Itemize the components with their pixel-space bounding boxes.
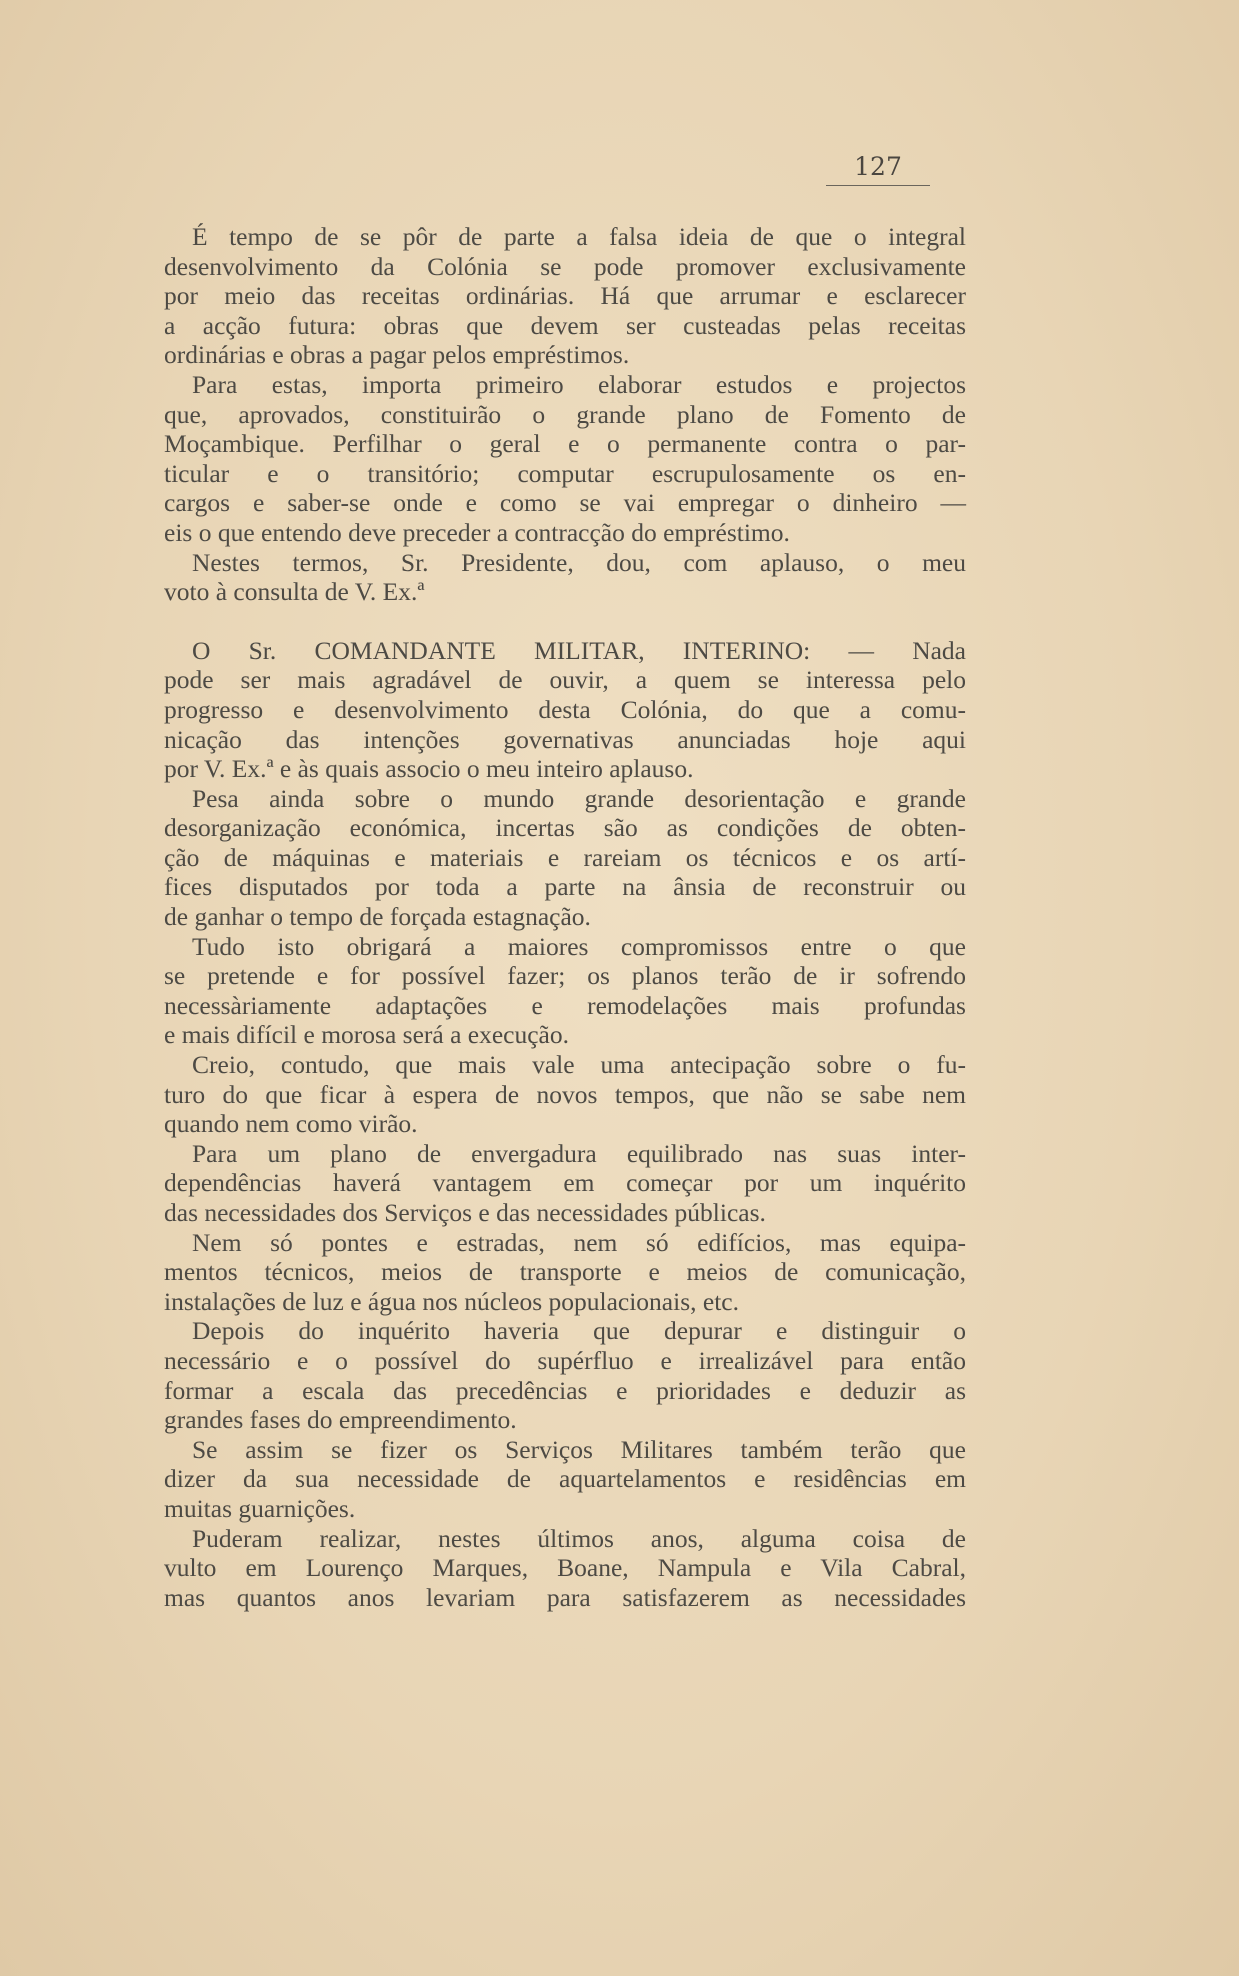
text-line: Pesa ainda sobre o mundo grande desorientação e grande [192, 783, 966, 813]
text-line: ordinárias e obras a pagar pelos empréstimos. [164, 340, 630, 370]
body-text [164, 222, 966, 1612]
text-line: É tempo de se pôr de parte a falsa ideia de que o integral [192, 222, 966, 251]
text-line: necessàriamente adaptações e remodelações mais profundas [164, 990, 966, 1020]
paragraph [164, 636, 966, 784]
paragraph [164, 548, 966, 607]
text-line: Para estas, importa primeiro elaborar estudos e projectos [192, 369, 966, 399]
paragraph [164, 222, 966, 370]
text-line: dizer da sua necessidade de aquartelamentos e residências em [164, 1464, 966, 1494]
text-line: se pretende e for possível fazer; os planos terão de ir sofrendo [164, 961, 966, 991]
text-line: vulto em Lourenço Marques, Boane, Nampula e Vila Cabral, [164, 1553, 966, 1583]
page-number: 127 [826, 152, 930, 186]
text-line: de ganhar o tempo de forçada estagnação. [164, 902, 591, 932]
paragraph [164, 1524, 966, 1613]
text-line: grandes fases do empreendimento. [164, 1405, 517, 1435]
paragraph [164, 1050, 966, 1139]
text-line: Depois do inquérito haveria que depurar e distinguir o [192, 1316, 966, 1346]
text-line: O Sr. COMANDANTE MILITAR, INTERINO: — Nada [192, 635, 966, 665]
text-line: Puderam realizar, nestes últimos anos, alguma coisa de [192, 1523, 966, 1553]
text-line: desorganização económica, incertas são as condições de obten- [164, 813, 966, 843]
text-line: turo do que ficar à espera de novos tempos, que não se sabe nem [164, 1079, 966, 1109]
text-line: por meio das receitas ordinárias. Há que arrumar e esclarecer [164, 281, 966, 311]
text-line: mentos técnicos, meios de transporte e meios de comunicação, [164, 1257, 966, 1287]
text-line: e mais difícil e morosa será a execução. [164, 1020, 569, 1050]
text-line: das necessidades dos Serviços e das necessidades públicas. [164, 1198, 766, 1227]
text-line: ticular e o transitório; computar escrupulosamente os en- [164, 458, 966, 488]
paragraph [164, 370, 966, 548]
paragraph [164, 1139, 966, 1228]
text-line: voto à consulta de V. Ex.ª [164, 577, 425, 607]
text-line: Moçambique. Perfilhar o geral e o permanente contra o par- [164, 429, 966, 459]
text-line: desenvolvimento da Colónia se pode promover exclusivamente [164, 251, 966, 281]
text-line: fices disputados por toda a parte na ânsia de reconstruir ou [164, 872, 966, 902]
paragraph [164, 932, 966, 1050]
paragraph [164, 784, 966, 932]
text-line: cargos e saber-se onde e como se vai empregar o dinheiro — [164, 488, 966, 518]
text-line: Para um plano de envergadura equilibrado nas suas inter- [192, 1138, 966, 1168]
text-line: quando nem como virão. [164, 1109, 418, 1139]
text-line: progresso e desenvolvimento desta Colónia, do que a comu- [164, 694, 966, 724]
text-line: formar a escala das precedências e prioridades e deduzir as [164, 1375, 966, 1405]
text-line: Nem só pontes e estradas, nem só edifícios, mas equipa- [192, 1227, 966, 1257]
text-line: Creio, contudo, que mais vale uma antecipação sobre o fu- [192, 1050, 966, 1080]
text-line: nicação das intenções governativas anunciadas hoje aqui [164, 724, 966, 754]
paragraph [164, 1316, 966, 1434]
text-line: a acção futura: obras que devem ser custeadas pelas receitas [164, 310, 966, 340]
text-line: necessário e o possível do supérfluo e irrealizável para então [164, 1345, 966, 1375]
text-line: muitas guarnições. [164, 1493, 356, 1523]
text-line: que, aprovados, constituirão o grande plano de Fomento de [164, 399, 966, 429]
text-line: Tudo isto obrigará a maiores compromissos entre o que [192, 931, 966, 961]
text-line: pode ser mais agradável de ouvir, a quem se interessa pelo [164, 665, 966, 695]
text-line: dependências haverá vantagem em começar por um inquérito [164, 1168, 966, 1198]
text-line: por V. Ex.ª e às quais associo o meu inteiro aplauso. [164, 754, 694, 784]
text-line: Nestes termos, Sr. Presidente, dou, com aplauso, o meu [192, 547, 966, 577]
paragraph [164, 1435, 966, 1524]
text-line: ção de máquinas e materiais e rareiam os técnicos e os artí- [164, 842, 966, 872]
paragraph [164, 1228, 966, 1317]
text-line: mas quantos anos levariam para satisfazerem as necessidades [164, 1582, 966, 1612]
text-line: Se assim se fizer os Serviços Militares também terão que [192, 1434, 966, 1464]
text-line: eis o que entendo deve preceder a contracção do empréstimo. [164, 517, 790, 547]
text-line: instalações de luz e água nos núcleos populacionais, etc. [164, 1286, 739, 1316]
